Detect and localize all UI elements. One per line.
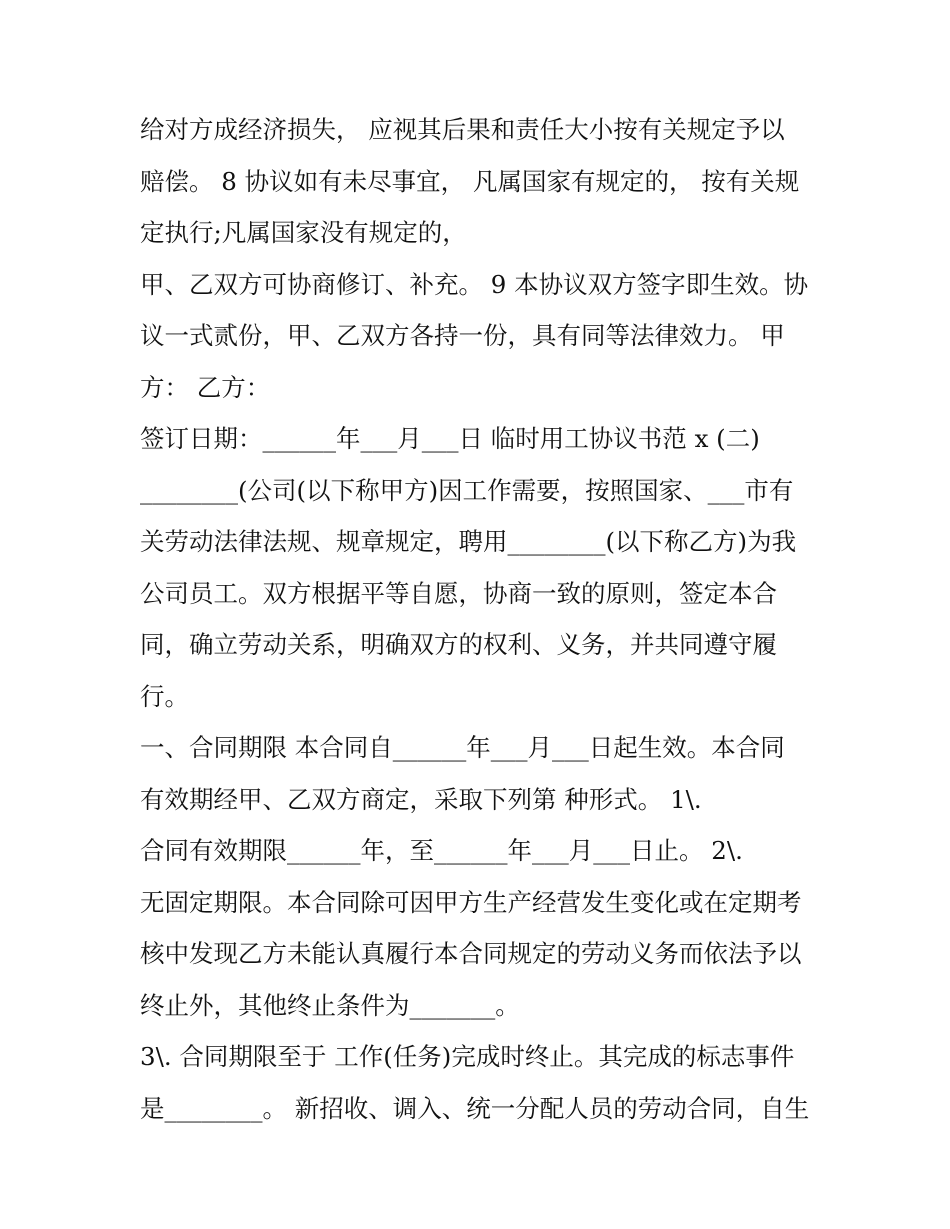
text-line: 签订日期：______年___月___日 临时用工协议书范 x (二)	[140, 424, 760, 453]
text-line: 甲、乙双方可协商修订、补充。 9 本协议双方签字即生效。协	[140, 269, 809, 299]
text-line: 合同有效期限______年，至______年___月___日止。 2\.	[140, 836, 743, 865]
text-line: 一、合同期限 本合同自______年___月___日起生效。本合同	[140, 733, 785, 762]
text-line: 行。	[140, 681, 189, 711]
text-line: 终止外，其他终止条件为_______。	[140, 990, 520, 1020]
text-line: 无固定期限。本合同除可因甲方生产经营发生变化或在定期考	[140, 887, 802, 917]
text-line: 是________。 新招收、调入、统一分配人员的劳动合同，自生	[140, 1093, 810, 1123]
text-line: 关劳动法律法规、规章规定，聘用________(以下称乙方)为我	[140, 527, 797, 556]
text-line: 赔偿。 8 协议如有未尽事宜， 凡属国家有规定的， 按有关规	[140, 166, 800, 196]
text-line: 议一式贰份，甲、乙双方各持一份，具有同等法律效力。 甲	[140, 321, 785, 350]
text-line: 定执行;凡属国家没有规定的，	[140, 218, 467, 247]
text-line: 核中发现乙方未能认真履行本合同规定的劳动义务而依法予以	[140, 939, 802, 968]
text-line: 公司员工。双方根据平等自愿，协商一致的原则，签定本合	[140, 578, 777, 608]
text-line: 同，确立劳动关系，明确双方的权利、义务，并共同遵守履	[140, 630, 777, 659]
text-line: 方： 乙方：	[140, 372, 271, 402]
document-body	[140, 104, 820, 1134]
text-line: ________(公司(以下称甲方)因工作需要，按照国家、___市有	[140, 475, 794, 505]
text-line: 有效期经甲、乙双方商定，采取下列第 种形式。 1\.	[140, 784, 702, 814]
text-line: 3\. 合同期限至于 工作(任务)完成时终止。其完成的标志事件	[140, 1042, 795, 1071]
text-line: 给对方成经济损失， 应视其后果和责任大小按有关规定予以	[140, 115, 785, 144]
